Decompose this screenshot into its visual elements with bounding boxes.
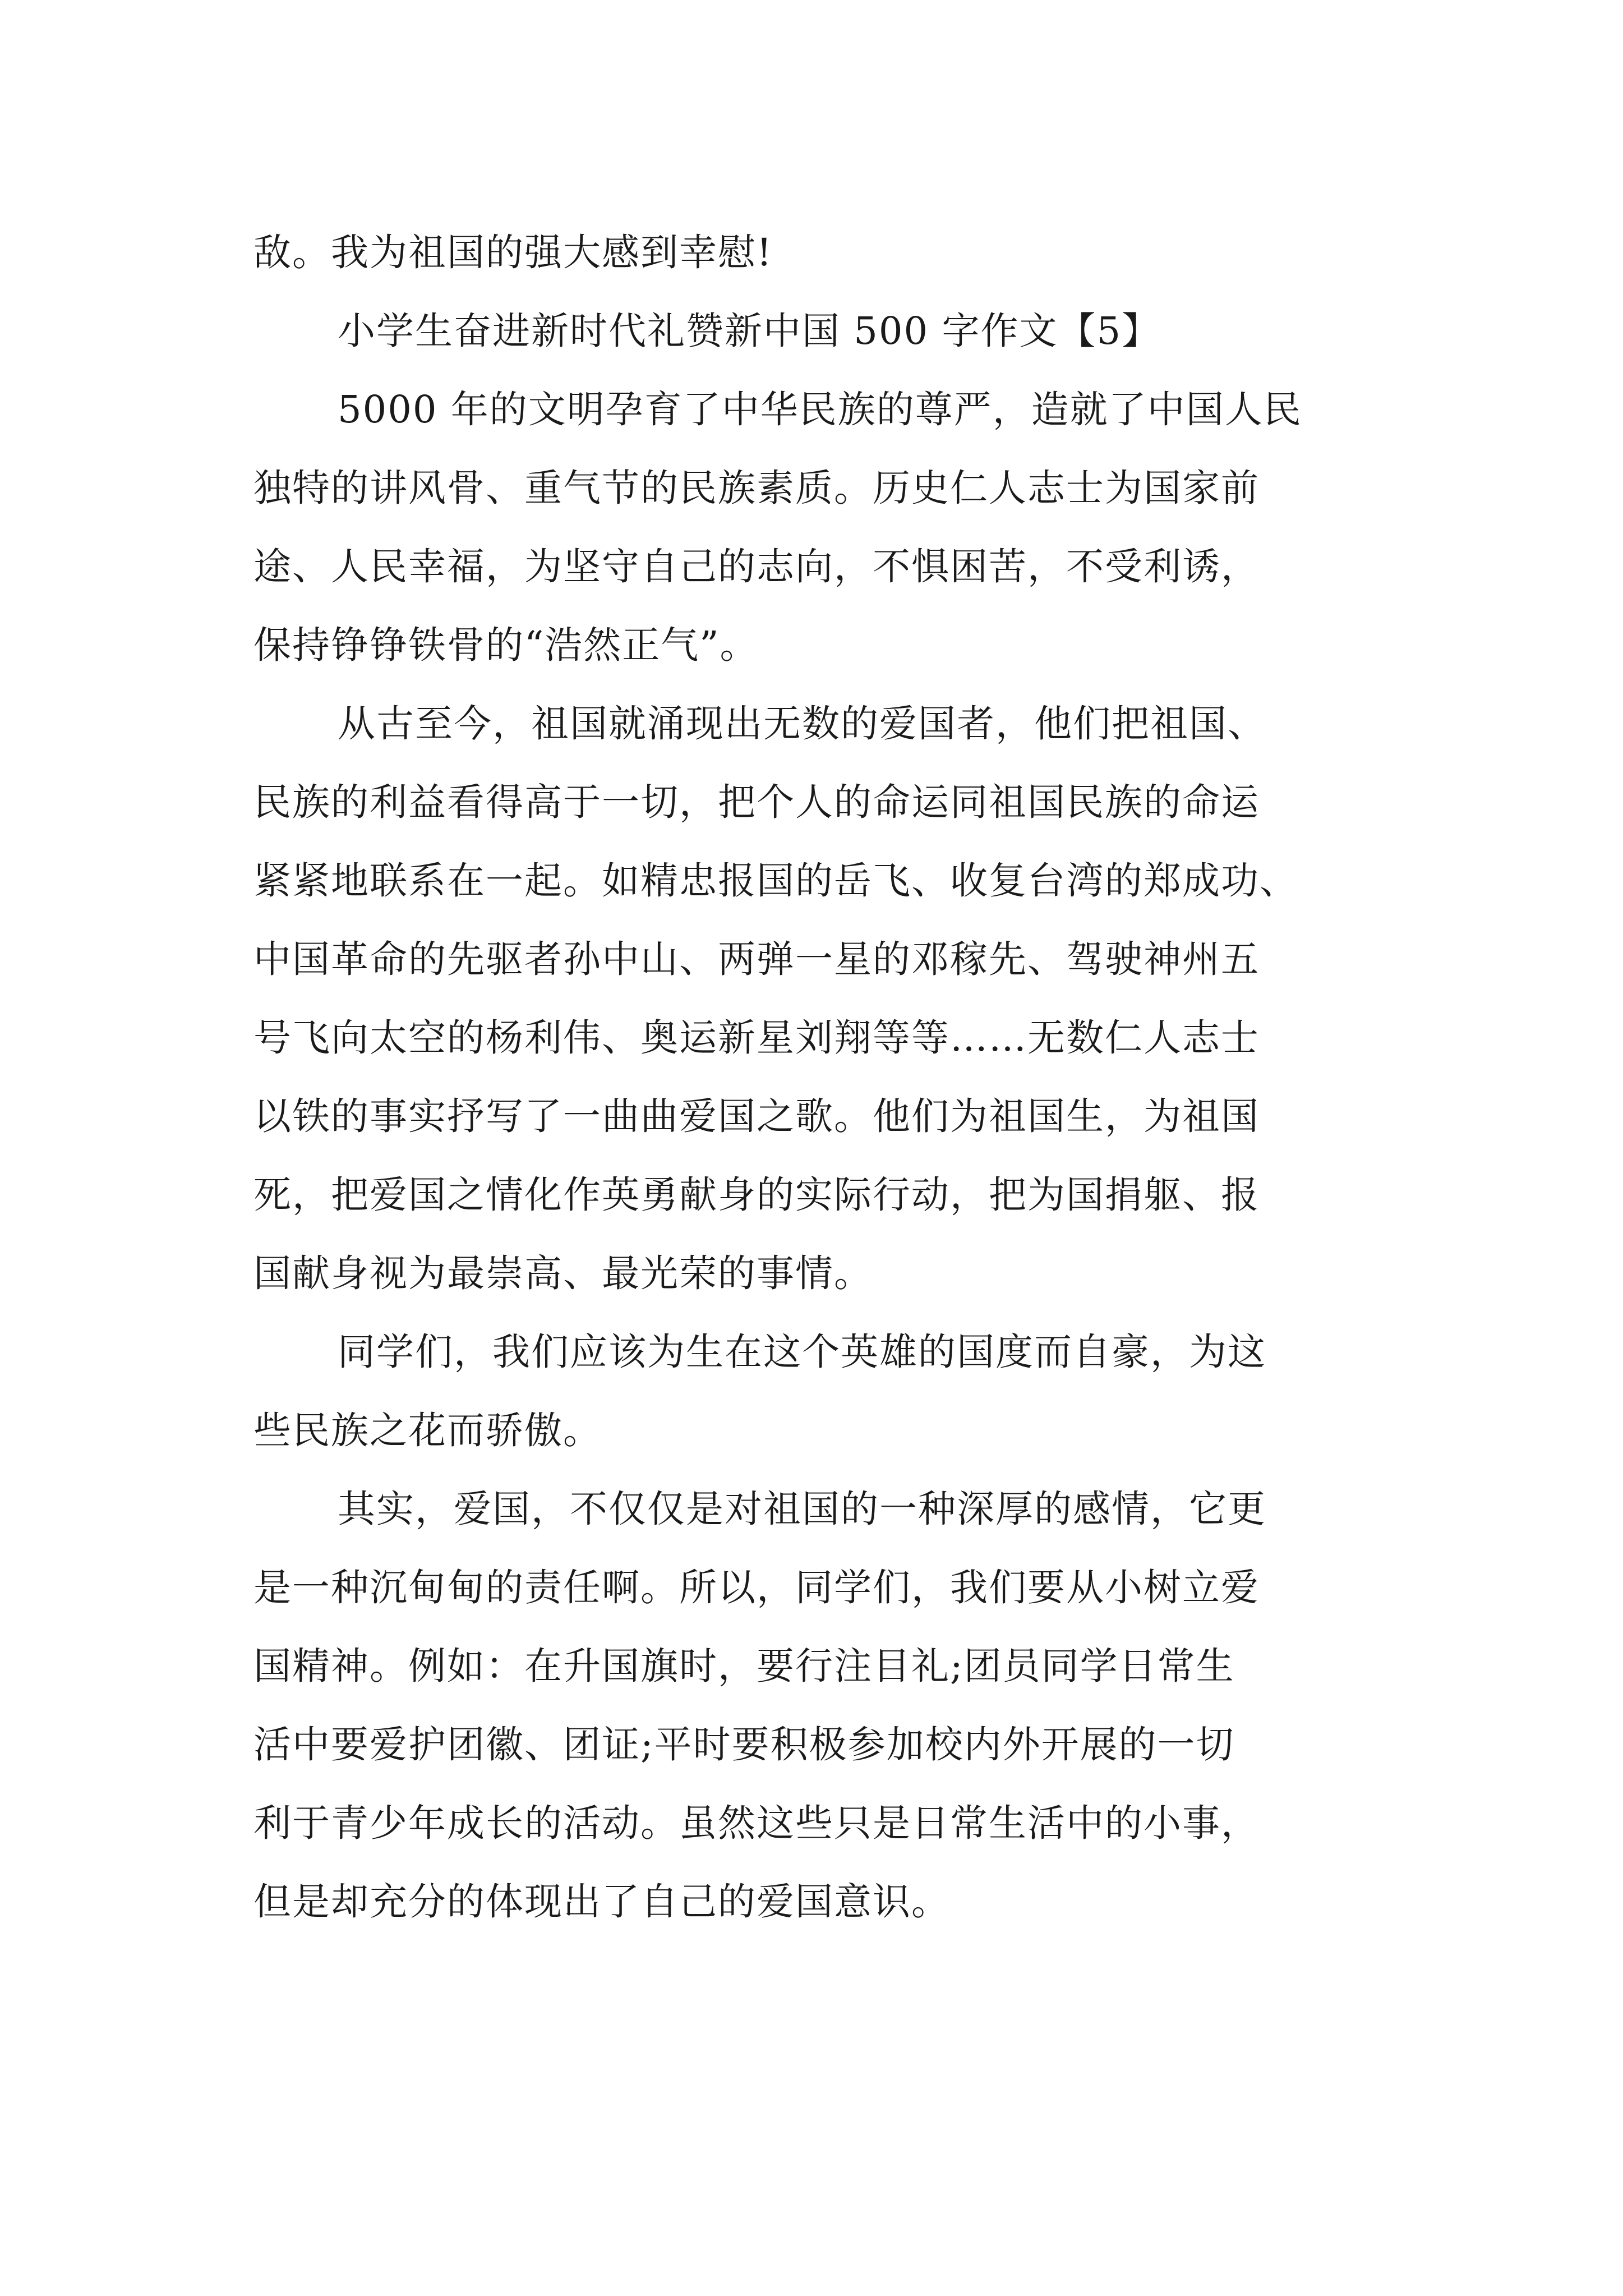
paragraph-line: 利于青少年成长的活动。虽然这些只是日常生活中的小事，: [253, 1801, 1260, 1845]
paragraph-line: 是一种沉甸甸的责任啊。所以，同学们，我们要从小树立爱: [253, 1566, 1260, 1609]
paragraph-line: 以铁的事实抒写了一曲曲爱国之歌。他们为祖国生，为祖国: [253, 1094, 1260, 1138]
paragraph-line: 民族的利益看得高于一切，把个人的命运同祖国民族的命运: [253, 780, 1260, 824]
paragraph-line: 但是却充分的体现出了自己的爱国意识。: [253, 1880, 950, 1924]
paragraph-line: 死，把爱国之情化作英勇献身的实际行动，把为国捐躯、报: [253, 1173, 1260, 1217]
section-heading: 小学生奋进新时代礼赞新中国 500 字作文【5】: [338, 309, 1161, 353]
paragraph-line: 途、人民幸福，为坚守自己的志向，不惧困苦，不受利诱，: [253, 545, 1260, 588]
paragraph-line: 活中要爱护团徽、团证;平时要积极参加校内外开展的一切: [253, 1723, 1235, 1766]
paragraph-line: 紧紧地联系在一起。如精忠报国的岳飞、收复台湾的郑成功、: [253, 859, 1298, 903]
essay-body: [253, 213, 1392, 1941]
paragraph-line: 保持铮铮铁骨的“浩然正气”。: [253, 623, 759, 667]
paragraph-line: 其实，爱国，不仅仅是对祖国的一种深厚的感情，它更: [338, 1487, 1266, 1531]
paragraph-line: 号飞向太空的杨利伟、奥运新星刘翔等等……无数仁人志士: [253, 1016, 1260, 1060]
paragraph-line: 同学们，我们应该为生在这个英雄的国度而自豪，为这: [338, 1330, 1266, 1374]
paragraph-line: 独特的讲风骨、重气节的民族素质。历史仁人志士为国家前: [253, 466, 1260, 510]
paragraph-line: 国精神。例如：在升国旗时，要行注目礼;团员同学日常生: [253, 1644, 1235, 1688]
paragraph-line: 从古至今，祖国就涌现出无数的爱国者，他们把祖国、: [338, 702, 1266, 746]
paragraph-line: 国献身视为最崇高、最光荣的事情。: [253, 1251, 873, 1295]
paragraph-line: 中国革命的先驱者孙中山、两弹一星的邓稼先、驾驶神州五: [253, 937, 1260, 981]
paragraph-line: 5000 年的文明孕育了中华民族的尊严，造就了中国人民: [338, 388, 1302, 431]
paragraph-line: 敌。我为祖国的强大感到幸慰!: [253, 231, 773, 274]
paragraph-line: 些民族之花而骄傲。: [253, 1409, 602, 1452]
